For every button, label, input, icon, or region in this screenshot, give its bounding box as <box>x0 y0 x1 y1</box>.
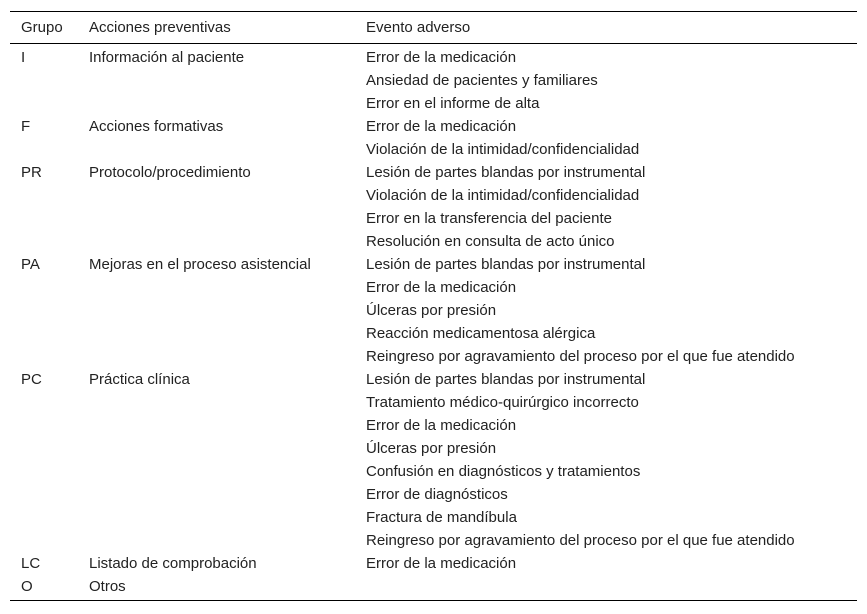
event-item: Violación de la intimidad/confidencialidad <box>366 187 640 204</box>
action-cell: Práctica clínica <box>89 371 190 388</box>
event-item: Error de la medicación <box>366 555 517 572</box>
event-item: Fractura de mandíbula <box>366 509 517 526</box>
table-body <box>10 44 857 601</box>
table-row <box>10 253 857 368</box>
event-item: Resolución en consulta de acto único <box>366 233 615 250</box>
group-cell: LC <box>21 555 41 572</box>
group-cell: PR <box>21 164 42 181</box>
table-row <box>10 115 857 161</box>
header-event: Evento adverso <box>355 12 857 44</box>
event-item: Reingreso por agravamiento del proceso por el que fue atendido <box>366 532 795 549</box>
event-item: Violación de la intimidad/confidencialidad <box>366 141 640 158</box>
header-row <box>10 12 857 44</box>
preventive-actions-table <box>10 11 857 601</box>
event-item: Úlceras por presión <box>366 302 497 319</box>
group-cell: PA <box>21 256 40 273</box>
events-cell <box>355 552 857 575</box>
events-cell <box>355 253 857 368</box>
preventive-actions-table-container <box>10 11 857 601</box>
event-item: Error en el informe de alta <box>366 95 540 112</box>
action-cell: Listado de comprobación <box>89 555 257 572</box>
action-cell: Acciones formativas <box>89 118 224 135</box>
event-item: Reacción medicamentosa alérgica <box>366 325 596 342</box>
event-item: Error de la medicación <box>366 49 517 66</box>
table-row <box>10 368 857 552</box>
event-item: Lesión de partes blandas por instrumental <box>366 256 646 273</box>
event-item: Error de la medicación <box>366 118 517 135</box>
events-cell <box>355 161 857 253</box>
group-cell: I <box>21 49 26 66</box>
table-row <box>10 575 857 601</box>
action-cell: Mejoras en el proceso asistencial <box>89 256 311 273</box>
event-item: Error de la medicación <box>366 279 517 296</box>
event-item: Úlceras por presión <box>366 440 497 457</box>
event-item: Tratamiento médico-quirúrgico incorrecto <box>366 394 639 411</box>
event-item: Error de diagnósticos <box>366 486 508 503</box>
events-cell <box>355 115 857 161</box>
group-cell: F <box>21 118 31 135</box>
action-cell: Información al paciente <box>89 49 245 66</box>
action-cell: Protocolo/procedimiento <box>89 164 251 181</box>
group-cell: PC <box>21 371 42 388</box>
event-item: Reingreso por agravamiento del proceso por el que fue atendido <box>366 348 795 365</box>
events-cell <box>355 44 857 116</box>
event-item: Ansiedad de pacientes y familiares <box>366 72 598 89</box>
events-cell <box>355 575 857 601</box>
event-item: Error en la transferencia del paciente <box>366 210 612 227</box>
event-item: Lesión de partes blandas por instrumental <box>366 371 646 388</box>
header-actions: Acciones preventivas <box>78 12 355 44</box>
header-group: Grupo <box>10 12 78 44</box>
events-cell <box>355 368 857 552</box>
event-item: Confusión en diagnósticos y tratamientos <box>366 463 641 480</box>
table-row <box>10 44 857 116</box>
event-item: Lesión de partes blandas por instrumental <box>366 164 646 181</box>
table-header <box>10 12 857 44</box>
table-row <box>10 161 857 253</box>
action-cell: Otros <box>78 575 355 601</box>
table-row <box>10 552 857 575</box>
event-item: Error de la medicación <box>366 417 517 434</box>
group-cell: O <box>10 575 78 601</box>
